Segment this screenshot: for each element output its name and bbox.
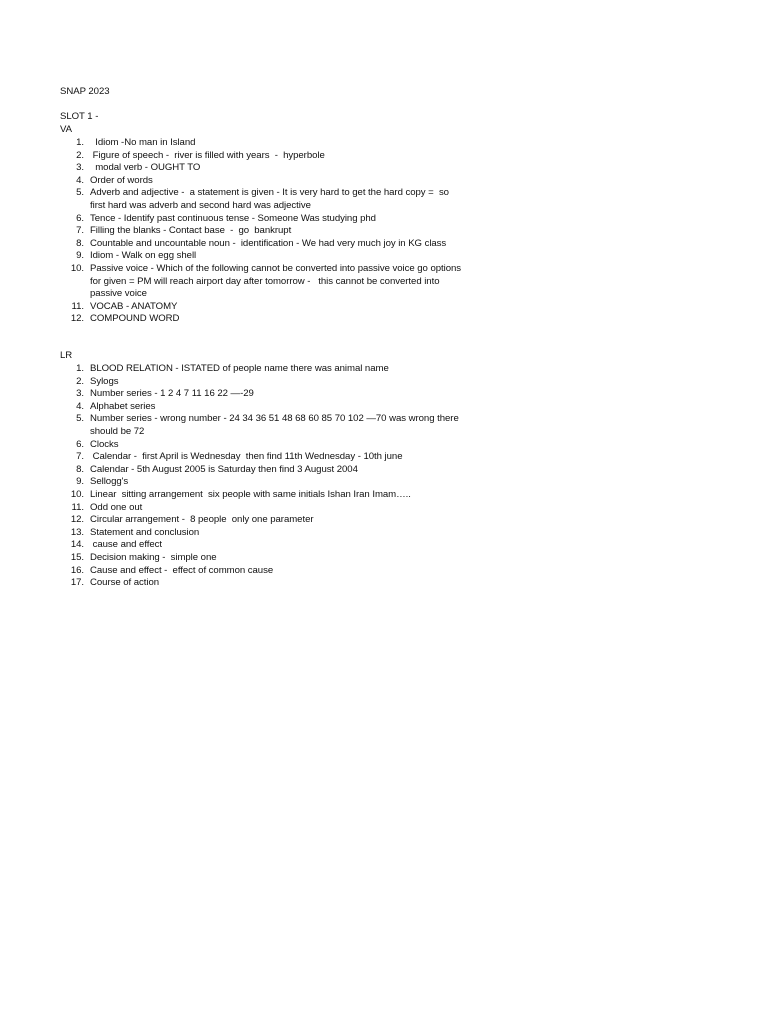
list-item-text: Decision making - simple one [90, 552, 217, 563]
list-item-text: Idiom -No man in Island [90, 137, 196, 148]
section-heading-lr: LR [60, 350, 73, 361]
list-item-text: Course of action [90, 577, 160, 589]
list-item-number: 5. [76, 187, 84, 199]
list-item-text: Statement and conclusion [90, 526, 200, 538]
list-item-text: Filling the blanks - Contact base - go bankrupt [90, 225, 292, 237]
list-item-number: 4. [76, 400, 84, 412]
list-item-number: 13. [70, 526, 84, 538]
list-item-number: 17. [70, 577, 84, 589]
list-item-number: 12. [70, 514, 84, 526]
list-item-text: Sylogs [90, 375, 119, 387]
list-item-number: 8. [76, 463, 84, 475]
list-item-text: cause and effect [90, 539, 163, 551]
list-item-text: Circular arrangement - 8 people only one parameter [90, 514, 314, 526]
list-item-number: 9. [76, 476, 84, 488]
list-item-number: 14. [70, 539, 84, 551]
list-item-continuation: for given = PM will reach airport day after tomorrow - this cannot be converted into [90, 275, 440, 287]
list-item-number: 1. [76, 363, 84, 374]
list-item-text: COMPOUND WORD [90, 313, 180, 325]
list-item-text: Passive voice - Which of the following cannot be converted into passive voice go options [90, 263, 462, 274]
list-item-number: 4. [76, 174, 84, 186]
slot-label: SLOT 1 - [60, 111, 99, 122]
list-item-text: Adverb and adjective - a statement is given - It is very hard to get the hard copy = so [90, 187, 449, 199]
list-item-number: 12. [70, 313, 84, 325]
list-item-text: Idiom - Walk on egg shell [90, 250, 197, 262]
list-item-number: 6. [76, 438, 84, 450]
list-item-number: 11. [71, 300, 84, 312]
list-item-text: modal verb - OUGHT TO [90, 162, 201, 174]
list-item-text: VOCAB - ANATOMY [90, 300, 178, 312]
list-item-text: Tence - Identify past continuous tense - Someone Was studying phd [90, 212, 376, 224]
list-item-continuation: first hard was adverb and second hard was adjective [90, 200, 311, 211]
list-item-number: 2. [76, 375, 84, 387]
list-item-text: Cause and effect - effect of common cause [90, 564, 274, 576]
list-item-number: 7. [76, 451, 84, 463]
list-item-number: 1. [76, 137, 84, 148]
list-item-number: 9. [76, 250, 84, 262]
list-item-number: 2. [76, 149, 84, 161]
list-item-text: Countable and uncountable noun - identification - We had very much joy in KG class [90, 237, 447, 249]
list-item-text: Clocks [90, 438, 119, 450]
document-title: SNAP 2023 [60, 86, 110, 97]
list-item-number: 3. [76, 162, 84, 174]
list-item-text: Order of words [90, 174, 153, 186]
list-item-number: 5. [76, 413, 84, 425]
section-heading-va: VA [60, 124, 72, 135]
list-item-continuation: should be 72 [90, 426, 145, 437]
list-item-text: Linear sitting arrangement six people with same initials Ishan Iran Imam….. [90, 489, 411, 500]
list-item-number: 8. [76, 237, 84, 249]
list-item-text: Calendar - 5th August 2005 is Saturday then find 3 August 2004 [90, 463, 358, 475]
list-item-number: 10. [70, 489, 84, 500]
list-item-number: 10. [70, 263, 84, 274]
list-item-text: Number series - 1 2 4 7 11 16 22 —-29 [90, 388, 254, 400]
list-item-number: 7. [76, 225, 84, 237]
list-item-number: 15. [70, 552, 84, 563]
list-item-number: 3. [76, 388, 84, 400]
list-item-number: 11. [71, 501, 84, 513]
list-item-text: Figure of speech - river is filled with years - hyperbole [90, 149, 325, 161]
list-item-number: 6. [76, 212, 84, 224]
list-item-text: Odd one out [90, 501, 143, 513]
list-item-text: Alphabet series [90, 400, 156, 412]
list-item-continuation: passive voice [90, 288, 147, 300]
list-item-text: Number series - wrong number - 24 34 36 51 48 68 60 85 70 102 —70 was wrong there [90, 413, 459, 425]
list-item-number: 16. [70, 564, 84, 576]
list-item-text: Sellogg's [90, 476, 129, 488]
list-item-text: Calendar - first April is Wednesday then find 11th Wednesday - 10th june [90, 451, 403, 463]
list-item-text: BLOOD RELATION - ISTATED of people name there was animal name [90, 363, 389, 374]
